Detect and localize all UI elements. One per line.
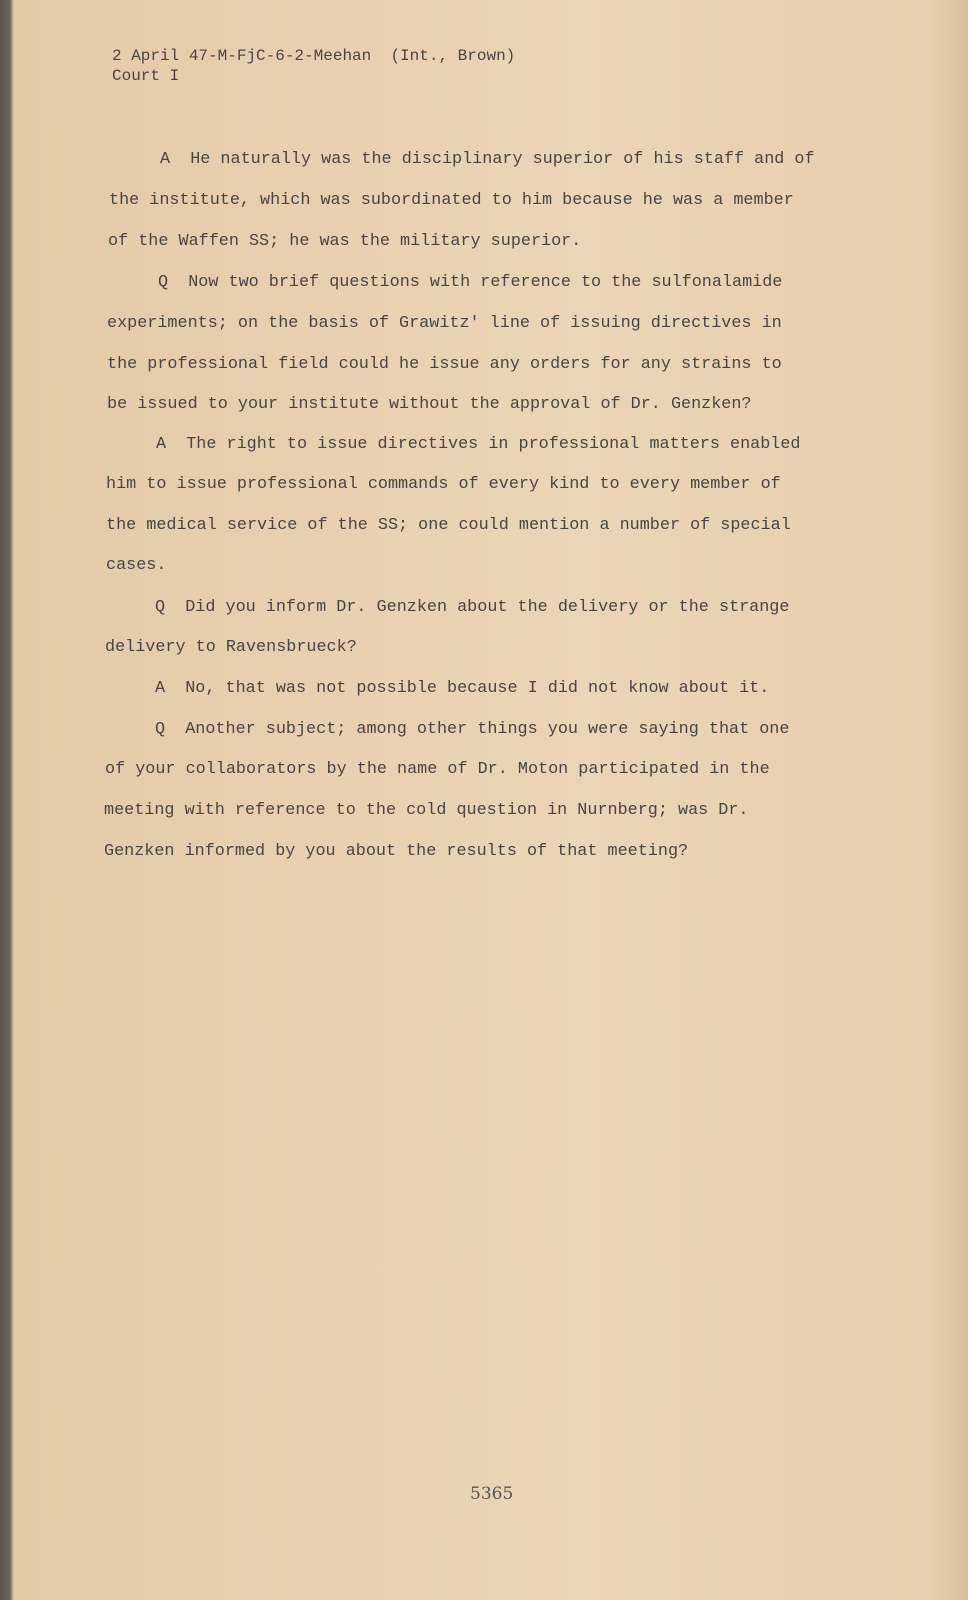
text-line: delivery to Ravensbrueck? <box>105 638 357 657</box>
text-line: A No, that was not possible because I did not know about it. <box>155 679 770 698</box>
text-line: of your collaborators by the name of Dr. Moton participated in the <box>105 760 770 779</box>
header-line-1: 2 April 47-M-FjC-6-2-Meehan (Int., Brown) <box>112 47 516 65</box>
text-line: Q Did you inform Dr. Genzken about the delivery or the strange <box>155 598 790 617</box>
text-line: Q Now two brief questions with reference to the sulfonalamide <box>158 273 783 292</box>
text-line: cases. <box>106 556 167 575</box>
text-line: Genzken informed by you about the results of that meeting? <box>104 842 689 861</box>
text-line: the medical service of the SS; one could mention a number of special <box>106 516 791 535</box>
text-line: the professional field could he issue any orders for any strains to <box>107 355 782 374</box>
text-line: meeting with reference to the cold question in Nurnberg; was Dr. <box>104 801 749 820</box>
text-line: A He naturally was the disciplinary superior of his staff and of <box>160 150 815 169</box>
text-line: Q Another subject; among other things you were saying that one <box>155 720 790 739</box>
text-line: A The right to issue directives in professional matters enabled <box>156 435 801 454</box>
text-line: experiments; on the basis of Grawitz' line of issuing directives in <box>107 314 782 333</box>
page-number: 5365 <box>470 1484 514 1504</box>
text-line: of the Waffen SS; he was the military superior. <box>108 232 582 251</box>
text-line: be issued to your institute without the approval of Dr. Genzken? <box>107 395 752 414</box>
header-line-2: Court I <box>112 67 180 85</box>
text-line: the institute, which was subordinated to him because he was a member <box>109 191 794 210</box>
text-line: him to issue professional commands of every kind to every member of <box>106 475 781 494</box>
